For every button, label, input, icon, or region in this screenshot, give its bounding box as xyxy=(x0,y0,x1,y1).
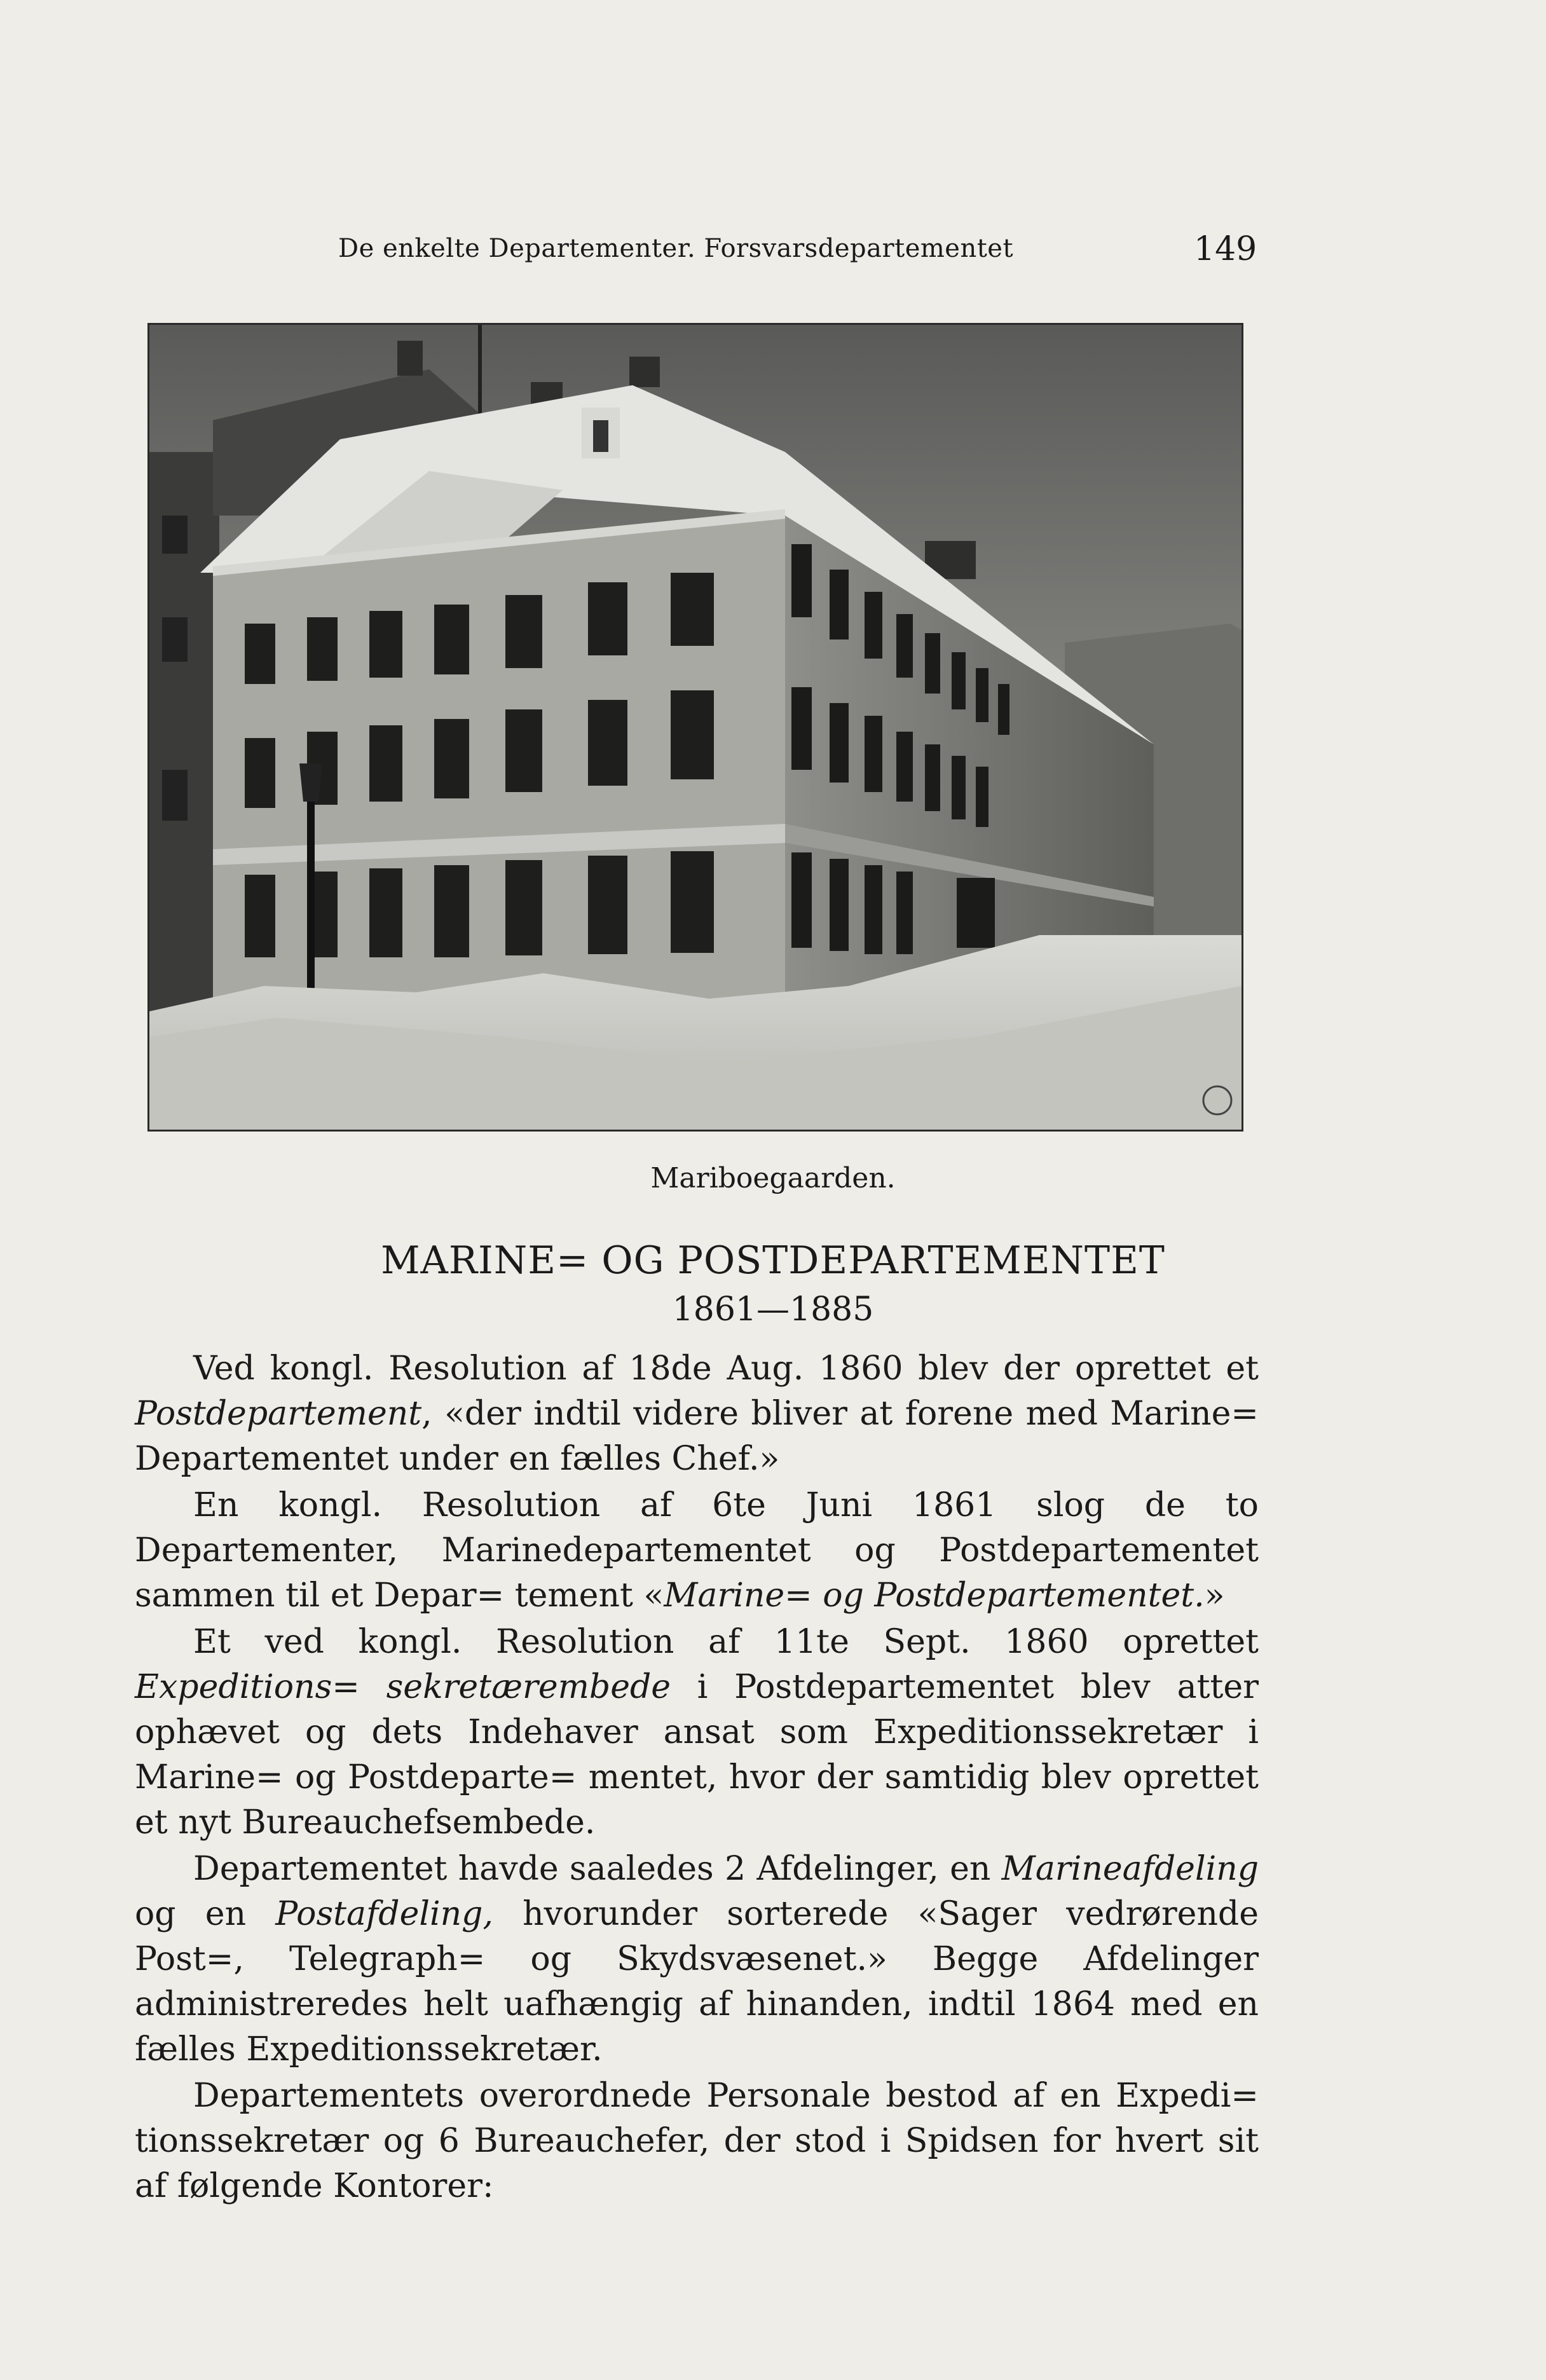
italic-text: Marine= og Postdepartementet. xyxy=(664,1576,1205,1615)
text-run: Departementet havde saaledes 2 Afdelinger, en xyxy=(193,1850,1002,1888)
paragraph xyxy=(135,1847,1259,2072)
paragraph xyxy=(135,2074,1259,2209)
text-run: Ved kongl. Resolution af 18de Aug. 1860 blev der oprettet et xyxy=(193,1350,1259,1388)
paragraph xyxy=(135,1483,1259,1618)
paragraph xyxy=(135,1620,1259,1845)
building-photo-icon xyxy=(149,325,1242,1130)
body-text xyxy=(135,1346,1259,2210)
text-run: , «der indtil videre bliver at forene med Marine= Departementet under en fælles Chef.» xyxy=(135,1395,1259,1478)
italic-text: Postdepartement xyxy=(135,1395,422,1433)
italic-text: Postafdeling, xyxy=(275,1895,493,1933)
text-run: » xyxy=(1204,1576,1225,1615)
page-number: 149 xyxy=(1194,230,1257,268)
section-heading: MARINE= OG POSTDEPARTEMENTET xyxy=(381,1238,1165,1283)
text-run: Et ved kongl. Resolution af 11te Sept. 1860 oprettet xyxy=(193,1623,1259,1661)
text-run: og en xyxy=(135,1895,276,1933)
text-run: hvorunder sorterede «Sager vedrørende Post=, Telegraph= og Skydsvæsenet.» Begge Afdelinger administreredes helt uafhængig af hinanden, indtil 1864 med en fælles Expeditionssekretær. xyxy=(135,1895,1259,2069)
text-run: En kongl. Resolution af 6te Juni 1861 slog de to Departementer, Marinedepartementet og Postdepartementet sammen til et Depar= tement « xyxy=(135,1486,1259,1615)
section-years: 1861—1885 xyxy=(672,1290,874,1329)
italic-text: Expeditions= sekretærembede xyxy=(135,1668,671,1706)
text-run: Departementets overordnede Personale bestod af en Expedi= tionssekretær og 6 Bureauchefer, der stod i Spidsen for hvert sit af følgende Kontorer: xyxy=(135,2077,1259,2205)
figure-caption: Mariboegaarden. xyxy=(650,1162,896,1194)
building-photo xyxy=(147,323,1243,1132)
running-head: De enkelte Departementer. Forsvarsdepartementet xyxy=(338,234,1014,263)
text-run: i Postdepartementet blev atter ophævet og dets Indehaver ansat som Expeditionssekretær i Marine= og Postdeparte= mentet, hvor der samtidig blev oprettet et nyt Bureauchefsembede. xyxy=(135,1668,1259,1842)
italic-text: Marineafdeling xyxy=(1001,1850,1259,1888)
paragraph xyxy=(135,1346,1259,1482)
